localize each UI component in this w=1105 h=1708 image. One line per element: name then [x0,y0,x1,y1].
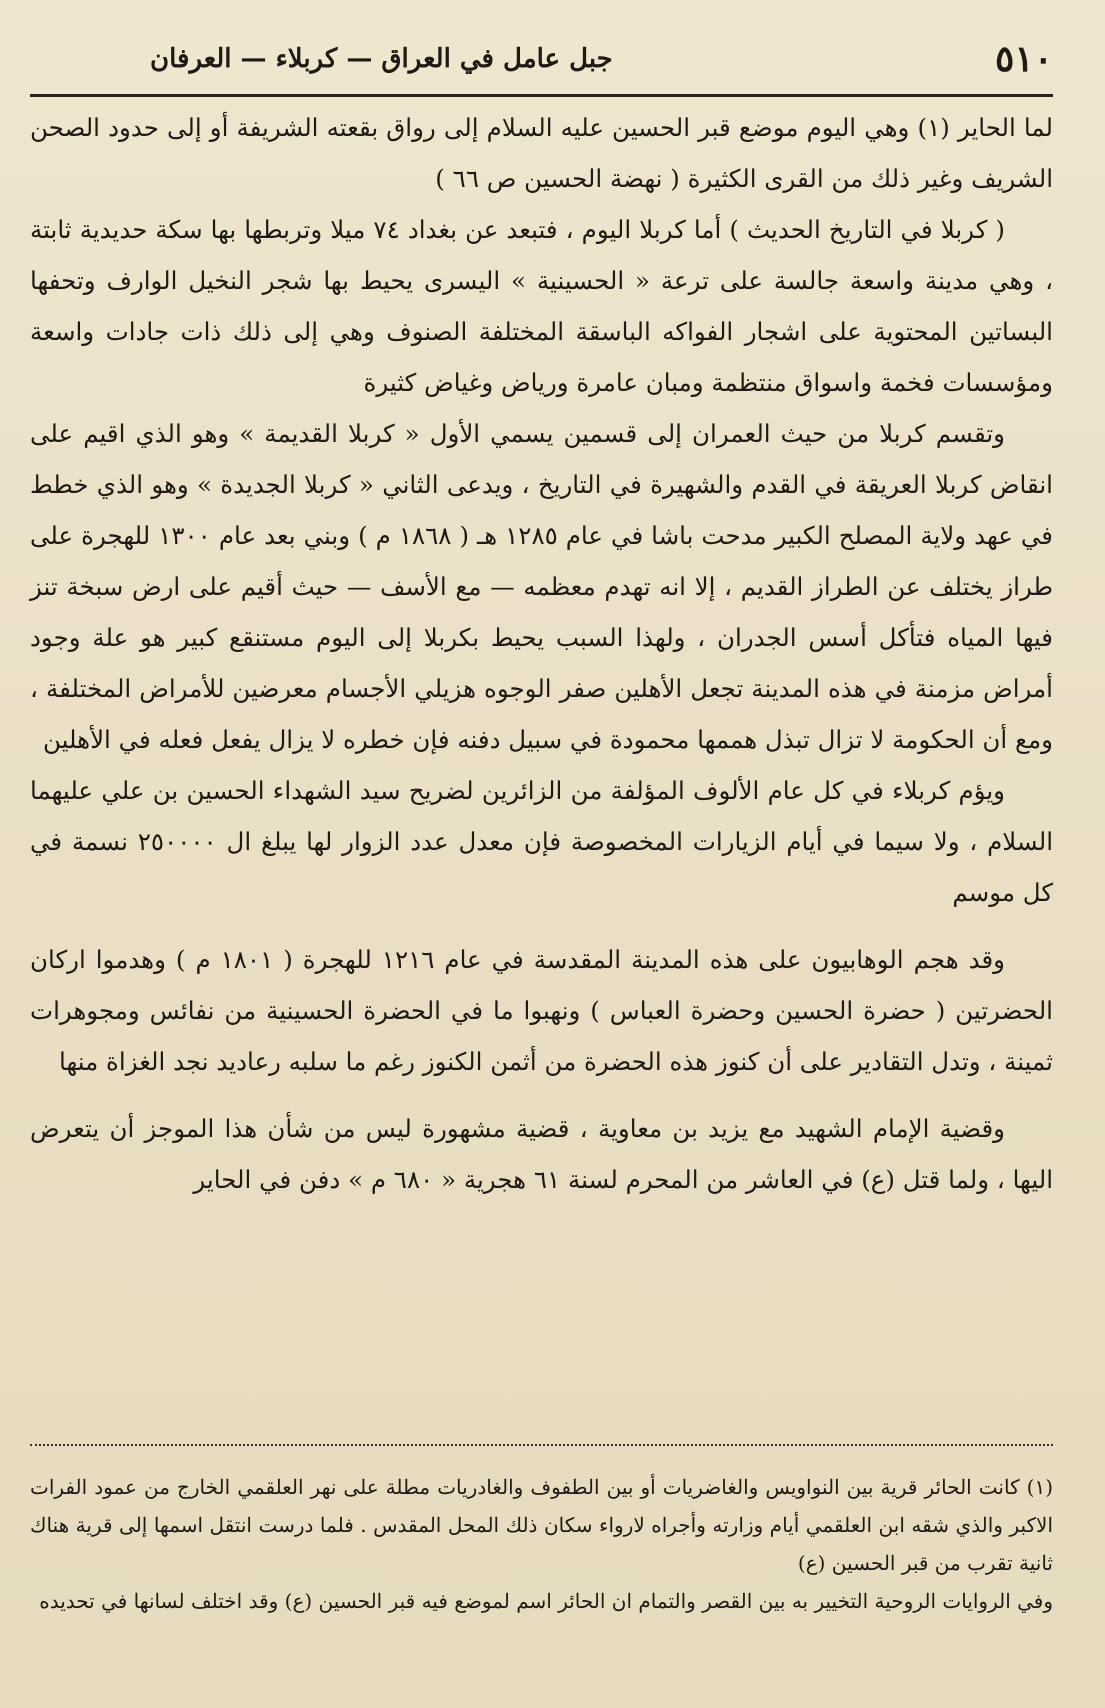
footnote-separator [30,1444,1053,1446]
footnotes [30,1468,1053,1620]
footnote: وفي الروايات الروحية التخيير به بين القصر والتمام ان الحائر اسم لموضع فيه قبر الحسين (ع) وقد اختلف لسانها في تحديده [39,1589,1053,1613]
footnote: (١) كانت الحائر قرية بين النواويس والغاضريات أو بين الطفوف والغادريات مطلة على نهر العلقمي الخارج من عمود الفرات الاكبر والذي شقه ابن العلقمي أيام وزارته وأجراه لارواء سكان ذلك المحل المقدس . فلما درست انتقل اسمها إلى قرية هناك ثانية تقرب من قبر الحسين (ع) [30,1475,1053,1575]
paragraph: ويؤم كربلاء في كل عام الألوف المؤلفة من الزائرين لضريح سيد الشهداء الحسين بن علي عليهما السلام ، ولا سيما في أيام الزيارات المخصوصة فإن معدل عدد الزوار لها يبلغ ال ٢٥٠٠٠٠ نسمة في كل موسم [30,776,1054,907]
paragraph: ( كربلا في التاريخ الحديث ) أما كربلا اليوم ، فتبعد عن بغداد ٧٤ ميلا وتربطها بها سكة حديدية ثابتة ، وهي مدينة واسعة جالسة على ترعة « الحسينية » اليسرى يحيط بها شجر النخيل الوارف وتحفها البساتين المحتوية على اشجار الفواكه الباسقة المختلفة الصنوف وهي إلى ذلك ذات جادات واسعة ومؤسسات فخمة واسواق منتظمة ومبان عامرة ورياض وغياض كثيرة [30,215,1053,397]
running-title: جبل عامل في العراق — كربلاء — العرفان [150,44,613,74]
page-header [30,28,1053,90]
paragraph: لما الحاير (١) وهي اليوم موضع قبر الحسين عليه السلام إلى رواق بقعته الشريفة أو إلى حدود الصحن الشريف وغير ذلك من القرى الكثيرة ( نهضة الحسين ص ٦٦ ) [30,113,1053,193]
paragraph: وقد هجم الوهابيون على هذه المدينة المقدسة في عام ١٢١٦ للهجرة ( ١٨٠١ م ) وهدموا اركان الحضرتين ( حضرة الحسين وحضرة العباس ) ونهبوا ما في الحضرة الحسينية من نفائس ومجوهرات ثمينة ، وتدل التقادير على أن كنوز هذه الحضرة من أثمن الكنوز رغم ما سلبه رعاديد نجد الغزاة منها [30,945,1053,1076]
page-number: ٥١٠ [994,38,1053,80]
main-text [30,102,1053,1205]
paragraph: وتقسم كربلا من حيث العمران إلى قسمين يسمي الأول « كربلا القديمة » وهو الذي اقيم على انقاض كربلا العريقة في القدم والشهيرة في التاريخ ، ويدعى الثاني « كربلا الجديدة » وهو الذي خطط في عهد ولاية المصلح الكبير مدحت باشا في عام ١٢٨٥ هـ ( ١٨٦٨ م ) وبني بعد عام ١٣٠٠ للهجرة على طراز يختلف عن الطراز القديم ، إلا انه تهدم معظمه — مع الأسف — حيث أقيم على ارض سبخة تنز فيها المياه فتأكل أسس الجدران ، ولهذا السبب يحيط بكربلا إلى اليوم مستنقع كبير هو علة وجود أمراض مزمنة في هذه المدينة تجعل الأهلين صفر الوجوه هزيلي الأجسام معرضين للأمراض المختلفة ، ومع أن الحكومة لا تزال تبذل هممها محمودة في سبيل دفنه فإن خطره لا يزال يفعل فعله في الأهلين [30,419,1054,754]
header-rule [30,94,1053,97]
paragraph: وقضية الإمام الشهيد مع يزيد بن معاوية ، قضية مشهورة ليس من شأن هذا الموجز أن يتعرض اليها ، ولما قتل (ع) في العاشر من المحرم لسنة ٦١ هجرية « ٦٨٠ م » دفن في الحاير [30,1114,1053,1194]
